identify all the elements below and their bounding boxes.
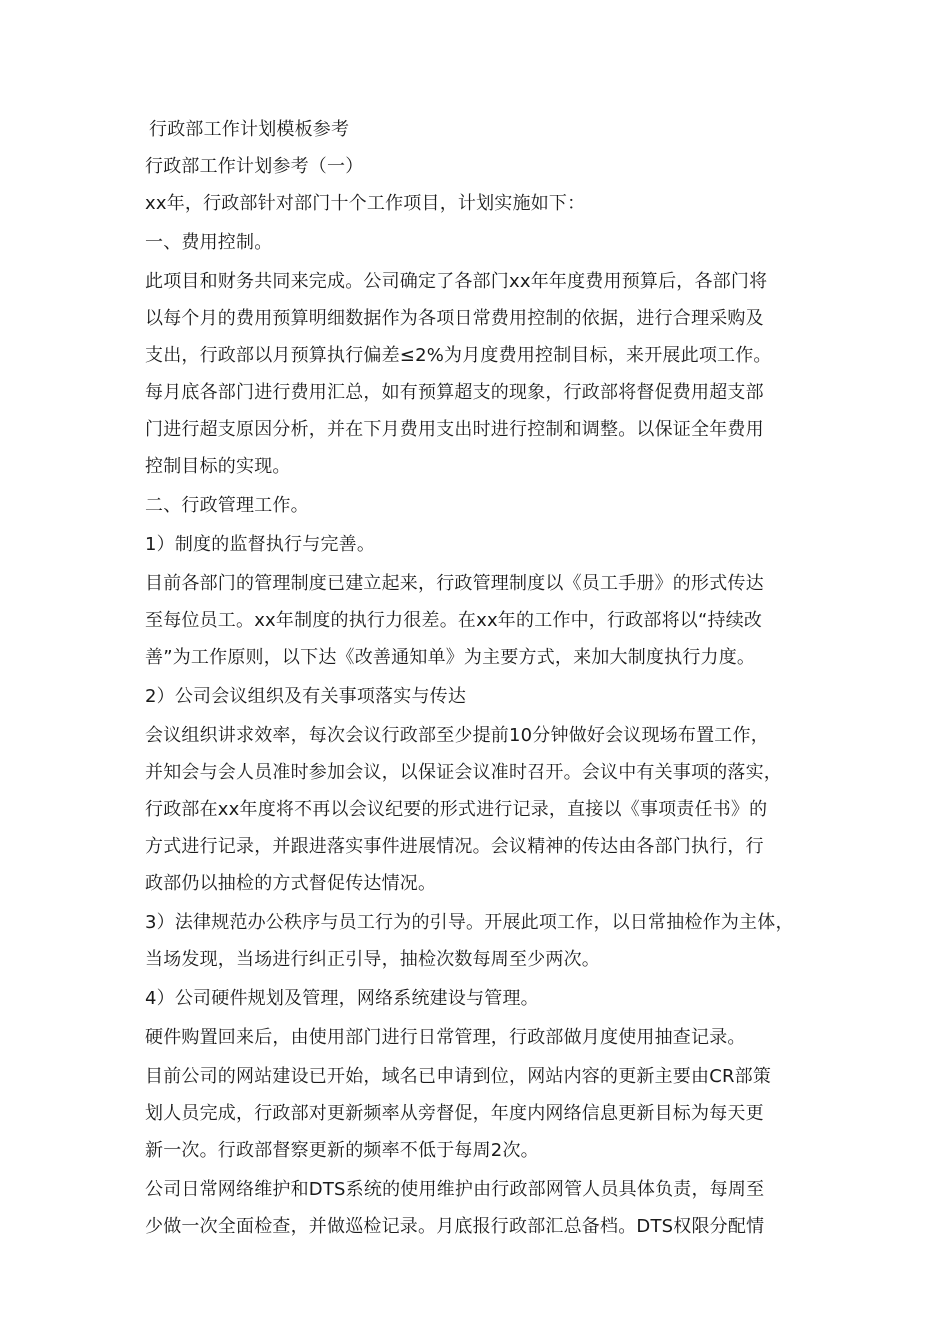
paragraph-line: 方式进行记录，并跟进落实事件进展情况。会议精神的传达由各部门执行，行 bbox=[145, 836, 764, 857]
paragraph-line: 此项目和财务共同来完成。公司确定了各部门xx年年度费用预算后，各部门将 bbox=[145, 271, 768, 292]
paragraph-line: 以每个月的费用预算明细数据作为各项日常费用控制的依据，进行合理采购及 bbox=[145, 308, 764, 329]
paragraph-line: 划人员完成，行政部对更新频率从旁督促，年度内网络信息更新目标为每天更 bbox=[145, 1103, 764, 1124]
section-heading: 一、费用控制。 bbox=[145, 232, 273, 253]
document-body bbox=[145, 118, 825, 1239]
paragraph-line: 门进行超支原因分析，并在下月费用支出时进行控制和调整。以保证全年费用 bbox=[145, 419, 764, 440]
paragraph-line: 支出，行政部以月预算执行偏差≤2%为月度费用控制目标，来开展此项工作。 bbox=[145, 345, 772, 366]
paragraph-line: 公司日常网络维护和DTS系统的使用维护由行政部网管人员具体负责，每周至 bbox=[145, 1179, 765, 1200]
paragraph-line: 至每位员工。xx年制度的执行力很差。在xx年的工作中，行政部将以“持续改 bbox=[145, 610, 763, 631]
paragraph-line: 善”为工作原则，以下达《改善通知单》为主要方式，来加大制度执行力度。 bbox=[145, 647, 756, 668]
document-title: 行政部工作计划模板参考 bbox=[149, 119, 350, 140]
subsection-heading: 3）法律规范办公秩序与员工行为的引导。开展此项工作，以日常抽检作为主体， bbox=[145, 912, 794, 933]
paragraph-line: xx年，行政部针对部门十个工作项目，计划实施如下： bbox=[145, 193, 586, 214]
paragraph-line: 当场发现，当场进行纠正引导，抽检次数每周至少两次。 bbox=[145, 949, 600, 970]
paragraph-line: 目前公司的网站建设已开始，域名已申请到位，网站内容的更新主要由CR部策 bbox=[145, 1066, 772, 1087]
paragraph-line: 目前各部门的管理制度已建立起来，行政管理制度以《员工手册》的形式传达 bbox=[145, 573, 764, 594]
subsection-heading: 1）制度的监督执行与完善。 bbox=[145, 534, 376, 555]
subsection-heading: 4）公司硬件规划及管理，网络系统建设与管理。 bbox=[145, 988, 539, 1009]
paragraph-line: 政部仍以抽检的方式督促传达情况。 bbox=[145, 873, 437, 894]
paragraph-line: 硬件购置回来后，由使用部门进行日常管理，行政部做月度使用抽查记录。 bbox=[145, 1027, 746, 1048]
paragraph-line: 少做一次全面检查，并做巡检记录。月底报行政部汇总备档。DTS权限分配情 bbox=[145, 1216, 765, 1237]
subsection-heading: 2）公司会议组织及有关事项落实与传达 bbox=[145, 686, 467, 707]
paragraph-line: 会议组织讲求效率，每次会议行政部至少提前10分钟做好会议现场布置工作， bbox=[145, 725, 769, 746]
paragraph-line: 每月底各部门进行费用汇总，如有预算超支的现象，行政部将督促费用超支部 bbox=[145, 382, 764, 403]
section-heading: 二、行政管理工作。 bbox=[145, 495, 309, 516]
paragraph-line: 新一次。行政部督察更新的频率不低于每周2次。 bbox=[145, 1140, 539, 1161]
section-heading: 行政部工作计划参考（一） bbox=[145, 156, 364, 177]
paragraph-line: 控制目标的实现。 bbox=[145, 456, 291, 477]
paragraph-line: 并知会与会人员准时参加会议，以保证会议准时召开。会议中有关事项的落实， bbox=[145, 762, 782, 783]
paragraph-line: 行政部在xx年度将不再以会议纪要的形式进行记录，直接以《事项责任书》的 bbox=[145, 799, 768, 820]
